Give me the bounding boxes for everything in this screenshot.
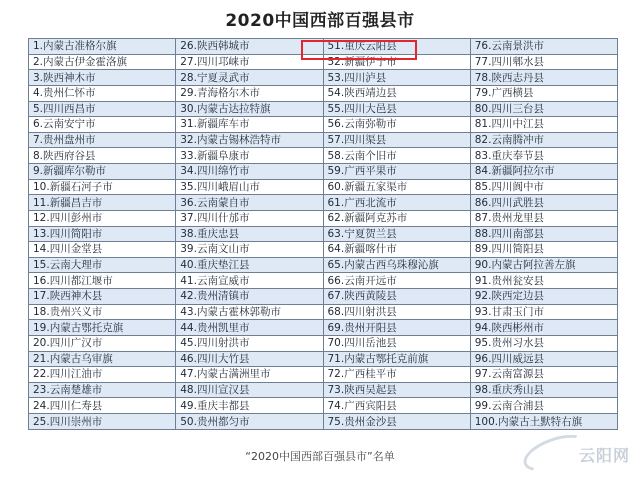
table-row xyxy=(29,242,618,258)
county-cell: 47.内蒙古满洲里市 xyxy=(176,367,323,383)
county-cell: 71.内蒙古鄂托克前旗 xyxy=(323,351,470,367)
ranking-table-container xyxy=(28,38,618,430)
table-row xyxy=(29,257,618,273)
county-cell: 100.内蒙古土默特右旗 xyxy=(470,414,617,430)
county-cell: 16.四川都江堰市 xyxy=(29,273,176,289)
county-cell: 13.四川简阳市 xyxy=(29,226,176,242)
county-cell: 80.四川三台县 xyxy=(470,101,617,117)
county-cell: 56.云南弥勒市 xyxy=(323,117,470,133)
county-cell: 33.新疆阜康市 xyxy=(176,148,323,164)
county-cell: 52.新疆伊宁市 xyxy=(323,54,470,70)
county-cell: 41.云南宣威市 xyxy=(176,273,323,289)
county-cell: 86.四川武胜县 xyxy=(470,195,617,211)
table-row xyxy=(29,398,618,414)
county-cell: 28.宁夏灵武市 xyxy=(176,70,323,86)
county-cell: 32.内蒙古锡林浩特市 xyxy=(176,132,323,148)
county-cell: 73.陕西吴起县 xyxy=(323,382,470,398)
county-cell: 9.新疆库尔勒市 xyxy=(29,164,176,180)
table-row xyxy=(29,382,618,398)
county-cell: 39.云南文山市 xyxy=(176,242,323,258)
county-cell: 99.云南合浦县 xyxy=(470,398,617,414)
county-cell: 40.重庆垫江县 xyxy=(176,257,323,273)
county-cell: 60.新疆五家渠市 xyxy=(323,179,470,195)
county-cell: 30.内蒙古达拉特旗 xyxy=(176,101,323,117)
county-cell: 44.贵州凯里市 xyxy=(176,320,323,336)
table-row xyxy=(29,414,618,430)
county-cell: 55.四川大邑县 xyxy=(323,101,470,117)
county-cell: 93.甘肃玉门市 xyxy=(470,304,617,320)
ranking-table-body xyxy=(29,39,618,430)
county-cell: 25.四川崇州市 xyxy=(29,414,176,430)
county-cell: 94.陕西彬州市 xyxy=(470,320,617,336)
county-cell: 49.重庆丰都县 xyxy=(176,398,323,414)
county-cell: 22.四川江油市 xyxy=(29,367,176,383)
county-cell: 7.贵州盘州市 xyxy=(29,132,176,148)
county-cell: 36.云南蒙自市 xyxy=(176,195,323,211)
county-cell: 11.新疆昌吉市 xyxy=(29,195,176,211)
table-row xyxy=(29,179,618,195)
county-cell: 21.内蒙古乌审旗 xyxy=(29,351,176,367)
county-cell: 82.云南腾冲市 xyxy=(470,132,617,148)
county-cell: 63.宁夏贺兰县 xyxy=(323,226,470,242)
table-row xyxy=(29,195,618,211)
table-row xyxy=(29,273,618,289)
county-cell: 2.内蒙古伊金霍洛旗 xyxy=(29,54,176,70)
table-row xyxy=(29,367,618,383)
county-cell: 95.贵州习水县 xyxy=(470,335,617,351)
county-cell: 77.四川郫水县 xyxy=(470,54,617,70)
table-row xyxy=(29,210,618,226)
county-cell: 98.重庆秀山县 xyxy=(470,382,617,398)
county-cell: 24.四川仁寿县 xyxy=(29,398,176,414)
table-row xyxy=(29,289,618,305)
county-cell: 23.云南楚雄市 xyxy=(29,382,176,398)
county-cell: 81.四川中江县 xyxy=(470,117,617,133)
county-cell: 20.四川广汉市 xyxy=(29,335,176,351)
county-cell: 70.四川岳池县 xyxy=(323,335,470,351)
ranking-table xyxy=(28,38,618,430)
table-row xyxy=(29,351,618,367)
county-cell: 69.贵州开阳县 xyxy=(323,320,470,336)
county-cell: 3.陕西神木市 xyxy=(29,70,176,86)
county-cell: 54.陕西靖边县 xyxy=(323,85,470,101)
county-cell: 12.四川彭州市 xyxy=(29,210,176,226)
county-cell: 19.内蒙古鄂托克旗 xyxy=(29,320,176,336)
county-cell: 48.四川宣汉县 xyxy=(176,382,323,398)
county-cell: 84.新疆阿拉尔市 xyxy=(470,164,617,180)
table-row xyxy=(29,148,618,164)
county-cell: 29.青海格尔木市 xyxy=(176,85,323,101)
county-cell: 27.四川邛崃市 xyxy=(176,54,323,70)
table-row xyxy=(29,85,618,101)
table-row xyxy=(29,164,618,180)
county-cell: 43.内蒙古霍林郭勒市 xyxy=(176,304,323,320)
county-cell: 85.四川阆中市 xyxy=(470,179,617,195)
county-cell: 17.陕西神木县 xyxy=(29,289,176,305)
county-cell: 92.陕西定边县 xyxy=(470,289,617,305)
county-cell: 88.四川南部县 xyxy=(470,226,617,242)
county-cell: 4.贵州仁怀市 xyxy=(29,85,176,101)
county-cell: 51.重庆云阳县 xyxy=(323,39,470,55)
county-cell: 97.云南富源县 xyxy=(470,367,617,383)
county-cell: 34.四川绵竹市 xyxy=(176,164,323,180)
county-cell: 66.云南开远市 xyxy=(323,273,470,289)
table-row xyxy=(29,320,618,336)
county-cell: 8.陕西府谷县 xyxy=(29,148,176,164)
table-row xyxy=(29,226,618,242)
county-cell: 1.内蒙古准格尔旗 xyxy=(29,39,176,55)
county-cell: 26.陕西韩城市 xyxy=(176,39,323,55)
county-cell: 59.广西平果市 xyxy=(323,164,470,180)
county-cell: 83.重庆奉节县 xyxy=(470,148,617,164)
county-cell: 6.云南安宁市 xyxy=(29,117,176,133)
table-row xyxy=(29,117,618,133)
county-cell: 68.四川射洪县 xyxy=(323,304,470,320)
county-cell: 87.贵州龙里县 xyxy=(470,210,617,226)
table-row xyxy=(29,39,618,55)
image-caption: “2020中国西部百强县市”名单 xyxy=(245,450,395,463)
county-cell: 90.内蒙古阿拉善左旗 xyxy=(470,257,617,273)
county-cell: 76.云南景洪市 xyxy=(470,39,617,55)
table-row xyxy=(29,54,618,70)
county-cell: 50.贵州都匀市 xyxy=(176,414,323,430)
county-cell: 64.新疆喀什市 xyxy=(323,242,470,258)
table-row xyxy=(29,101,618,117)
site-watermark xyxy=(522,432,634,470)
county-cell: 61.广西北流市 xyxy=(323,195,470,211)
county-cell: 18.贵州兴义市 xyxy=(29,304,176,320)
county-cell: 62.新疆阿克苏市 xyxy=(323,210,470,226)
county-cell: 74.广西宾阳县 xyxy=(323,398,470,414)
table-row xyxy=(29,132,618,148)
county-cell: 89.四川简阳县 xyxy=(470,242,617,258)
county-cell: 31.新疆库车市 xyxy=(176,117,323,133)
table-row xyxy=(29,70,618,86)
county-cell: 46.四川大竹县 xyxy=(176,351,323,367)
county-cell: 53.四川泸县 xyxy=(323,70,470,86)
county-cell: 45.四川射洪市 xyxy=(176,335,323,351)
county-cell: 67.陕西黄陵县 xyxy=(323,289,470,305)
county-cell: 38.重庆忠县 xyxy=(176,226,323,242)
county-cell: 75.贵州金沙县 xyxy=(323,414,470,430)
county-cell: 42.贵州清镇市 xyxy=(176,289,323,305)
county-cell: 5.四川西昌市 xyxy=(29,101,176,117)
county-cell: 65.内蒙古西乌珠穆沁旗 xyxy=(323,257,470,273)
table-row xyxy=(29,304,618,320)
county-cell: 10.新疆石河子市 xyxy=(29,179,176,195)
watermark-text: 云阳网 xyxy=(578,446,630,465)
page-title: 2020中国西部百强县市 xyxy=(225,11,415,31)
table-row xyxy=(29,335,618,351)
county-cell: 78.陕西志丹县 xyxy=(470,70,617,86)
county-cell: 14.四川金堂县 xyxy=(29,242,176,258)
county-cell: 72.广西桂平市 xyxy=(323,367,470,383)
county-cell: 57.四川渠县 xyxy=(323,132,470,148)
county-cell: 96.四川威远县 xyxy=(470,351,617,367)
county-cell: 15.云南大理市 xyxy=(29,257,176,273)
county-cell: 91.贵州瓮安县 xyxy=(470,273,617,289)
county-cell: 35.四川峨眉山市 xyxy=(176,179,323,195)
county-cell: 58.云南个旧市 xyxy=(323,148,470,164)
county-cell: 79.广西横县 xyxy=(470,85,617,101)
county-cell: 37.四川什邡市 xyxy=(176,210,323,226)
